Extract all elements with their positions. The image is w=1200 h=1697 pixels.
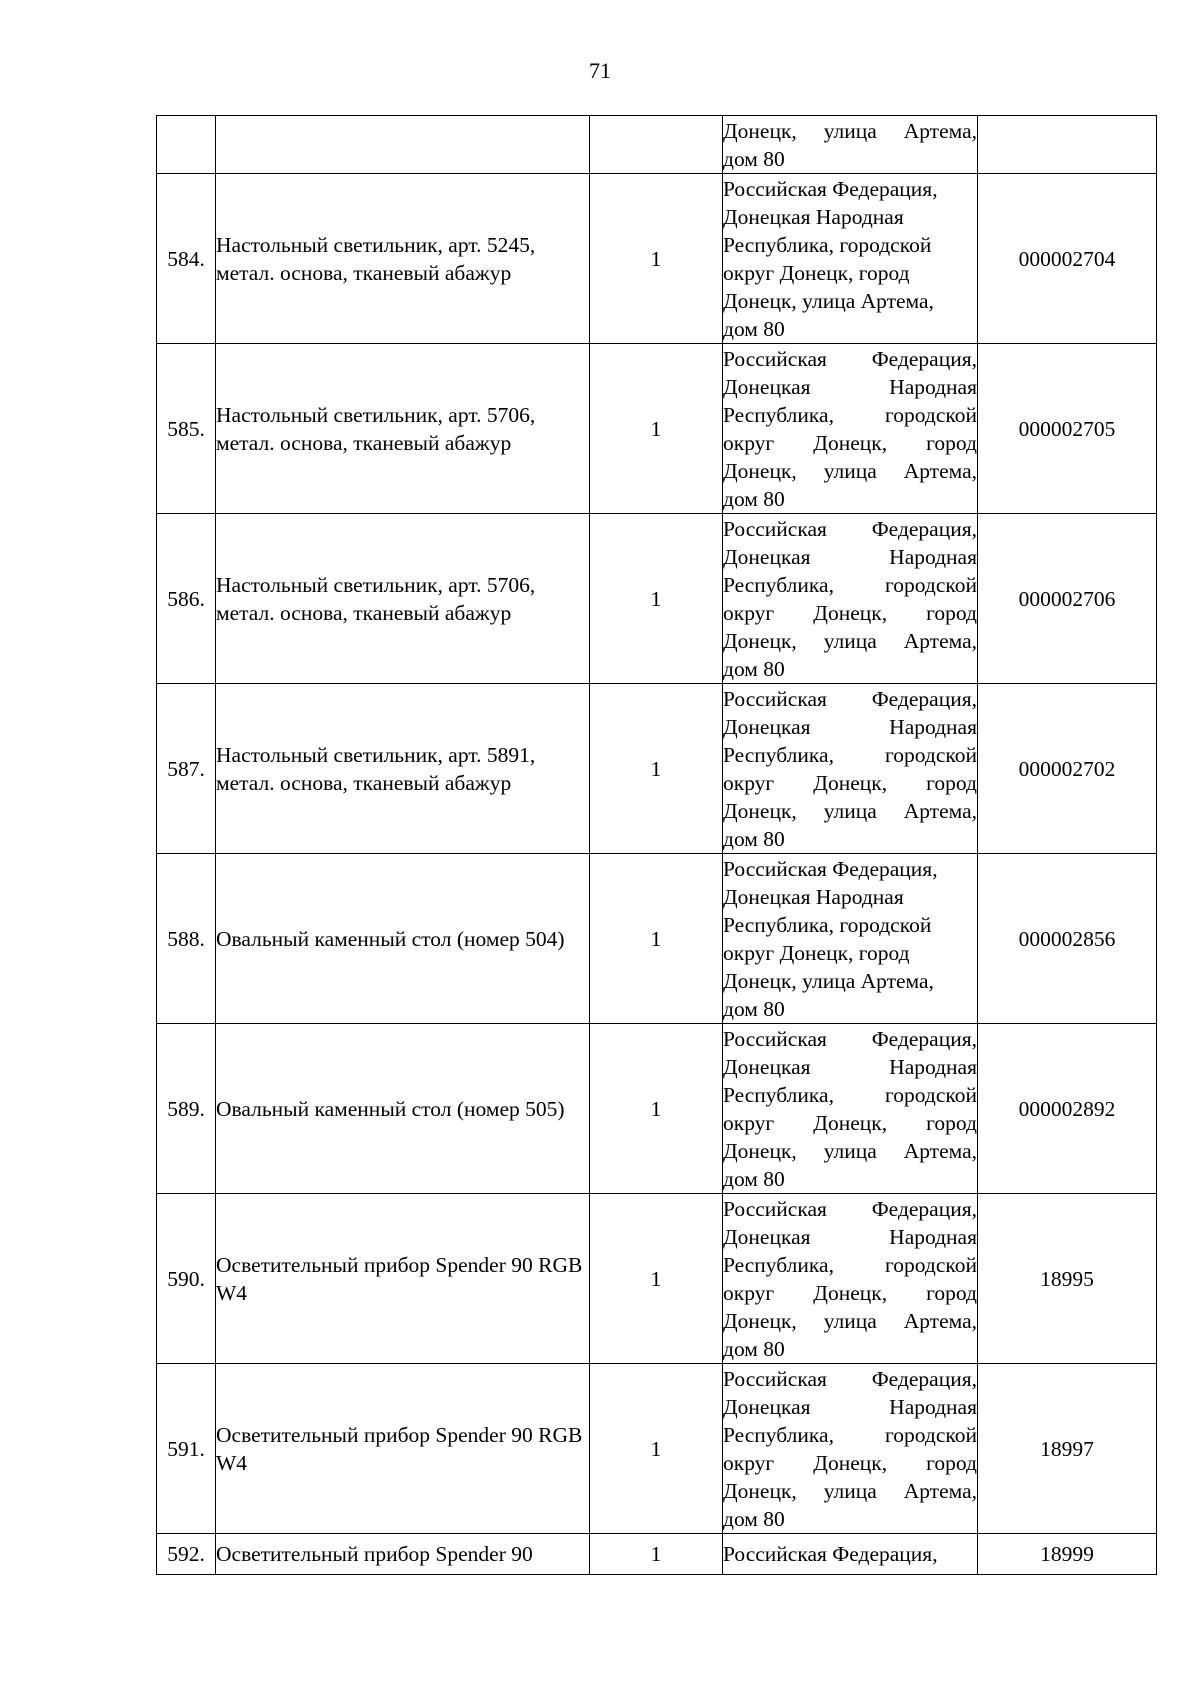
address-line: дом 80 (723, 656, 785, 681)
address-line: Республика, городской (723, 742, 977, 767)
table-row (157, 1194, 1157, 1364)
address-line: Российская Федерация, (723, 346, 977, 371)
row-number-cell: 587. (157, 684, 216, 854)
table-row (157, 344, 1157, 514)
row-number-cell: 588. (157, 854, 216, 1024)
address-line: Российская Федерация, (723, 1196, 977, 1221)
inventory-table (156, 115, 1157, 1575)
item-name-cell (216, 1534, 590, 1575)
item-name: Овальный каменный стол (номер 505) (216, 1096, 565, 1121)
address-cell (723, 1024, 978, 1194)
row-number-cell: 592. (157, 1534, 216, 1575)
quantity-cell: 1 (590, 1364, 723, 1534)
row-number-cell: 590. (157, 1194, 216, 1364)
address-line: округ Донецк, город (723, 600, 977, 625)
address-line: дом 80 (723, 316, 785, 341)
address-line: округ Донецк, город (723, 1280, 977, 1305)
inventory-code-cell: 18999 (978, 1534, 1157, 1575)
address-line: Республика, городской (723, 912, 932, 937)
table-row (157, 1534, 1157, 1575)
table-row (157, 174, 1157, 344)
address-line: Донецкая Народная (723, 1394, 977, 1419)
quantity-cell (590, 116, 723, 174)
address-line: Донецкая Народная (723, 544, 977, 569)
table-row (157, 514, 1157, 684)
address-line: Российская Федерация, (723, 1026, 977, 1051)
row-number-cell: 591. (157, 1364, 216, 1534)
quantity-cell: 1 (590, 854, 723, 1024)
address-line: Донецк, улица Артема, (723, 118, 977, 143)
item-name-cell (216, 1024, 590, 1194)
row-number-cell: 589. (157, 1024, 216, 1194)
address-line: Донецк, улица Артема, (723, 968, 934, 993)
address-cell (723, 684, 978, 854)
table-row (157, 1364, 1157, 1534)
item-name: Настольный светильник, арт. 5891, метал. основа, тканевый абажур (216, 742, 536, 795)
item-name: Овальный каменный стол (номер 504) (216, 926, 565, 951)
address-line: Донецкая Народная (723, 204, 904, 229)
address-line: дом 80 (723, 1336, 785, 1361)
address-line: Донецк, улица Артема, (723, 1308, 977, 1333)
address-line: Российская Федерация, (723, 1366, 977, 1391)
address-line: Донецкая Народная (723, 1054, 977, 1079)
quantity-cell: 1 (590, 684, 723, 854)
address-line: дом 80 (723, 826, 785, 851)
item-name-cell (216, 854, 590, 1024)
table-row (157, 684, 1157, 854)
address-line: Республика, городской (723, 1082, 977, 1107)
address-cell (723, 174, 978, 344)
inventory-code-cell: 000002705 (978, 344, 1157, 514)
inventory-code-cell: 000002856 (978, 854, 1157, 1024)
table-row (157, 1024, 1157, 1194)
address-line: дом 80 (723, 146, 785, 171)
item-name-cell (216, 514, 590, 684)
address-line: Республика, городской (723, 1252, 977, 1277)
address-line: Республика, городской (723, 572, 977, 597)
address-line: Донецкая Народная (723, 884, 904, 909)
inventory-code-cell: 18997 (978, 1364, 1157, 1534)
address-line: Донецк, улица Артема, (723, 288, 934, 313)
item-name: Настольный светильник, арт. 5706, метал. основа, тканевый абажур (216, 572, 536, 625)
address-line: Российская Федерация, (723, 176, 938, 201)
item-name: Осветительный прибор Spender 90 (216, 1542, 533, 1566)
inventory-code-cell: 000002892 (978, 1024, 1157, 1194)
item-name: Настольный светильник, арт. 5706, метал. основа, тканевый абажур (216, 402, 536, 455)
address-line: Донецкая Народная (723, 374, 977, 399)
address-line: Донецк, улица Артема, (723, 1138, 977, 1163)
address-cell (723, 344, 978, 514)
address-line: округ Донецк, город (723, 770, 977, 795)
address-line: Донецкая Народная (723, 714, 977, 739)
address-line: округ Донецк, город (723, 1110, 977, 1135)
address-line: Республика, городской (723, 232, 932, 257)
item-name-cell (216, 684, 590, 854)
item-name-cell (216, 344, 590, 514)
quantity-cell: 1 (590, 344, 723, 514)
address-line: Донецк, улица Артема, (723, 1478, 977, 1503)
item-name: Осветительный прибор Spender 90 RGB W4 (216, 1422, 583, 1475)
quantity-cell: 1 (590, 174, 723, 344)
address-line: дом 80 (723, 486, 785, 511)
page-number: 71 (589, 58, 611, 83)
address-line: Республика, городской (723, 402, 977, 427)
item-name: Осветительный прибор Spender 90 RGB W4 (216, 1252, 583, 1305)
address-cell (723, 854, 978, 1024)
item-name: Настольный светильник, арт. 5245, метал. основа, тканевый абажур (216, 232, 536, 285)
address-line: Донецк, улица Артема, (723, 798, 977, 823)
address-line: Донецк, улица Артема, (723, 628, 977, 653)
address-line: округ Донецк, город (723, 260, 910, 285)
item-name-cell (216, 174, 590, 344)
inventory-code-cell: 000002706 (978, 514, 1157, 684)
address-line: Российская Федерация, (723, 1542, 938, 1566)
item-name-cell (216, 1364, 590, 1534)
address-line: Российская Федерация, (723, 856, 938, 881)
table-body (157, 116, 1157, 1575)
address-line: округ Донецк, город (723, 430, 977, 455)
row-number-cell: 586. (157, 514, 216, 684)
inventory-code-cell: 000002702 (978, 684, 1157, 854)
address-cell (723, 1194, 978, 1364)
item-name-cell (216, 1194, 590, 1364)
inventory-code-cell: 000002704 (978, 174, 1157, 344)
address-line: Донецкая Народная (723, 1224, 977, 1249)
address-line: Республика, городской (723, 1422, 977, 1447)
address-cell (723, 1364, 978, 1534)
address-cell (723, 116, 978, 174)
table-row (157, 116, 1157, 174)
address-line: дом 80 (723, 1506, 785, 1531)
quantity-cell: 1 (590, 514, 723, 684)
inventory-code-cell: 18995 (978, 1194, 1157, 1364)
address-line: Российская Федерация, (723, 686, 977, 711)
address-cell (723, 1534, 978, 1575)
item-name-cell (216, 116, 590, 174)
quantity-cell: 1 (590, 1194, 723, 1364)
address-line: дом 80 (723, 1166, 785, 1191)
address-line: округ Донецк, город (723, 940, 910, 965)
address-line: дом 80 (723, 996, 785, 1021)
address-line: округ Донецк, город (723, 1450, 977, 1475)
row-number-cell: 584. (157, 174, 216, 344)
quantity-cell: 1 (590, 1534, 723, 1575)
address-line: Донецк, улица Артема, (723, 458, 977, 483)
address-line: Российская Федерация, (723, 516, 977, 541)
table-row (157, 854, 1157, 1024)
inventory-code-cell (978, 116, 1157, 174)
row-number-cell: 585. (157, 344, 216, 514)
row-number-cell (157, 116, 216, 174)
quantity-cell: 1 (590, 1024, 723, 1194)
address-cell (723, 514, 978, 684)
